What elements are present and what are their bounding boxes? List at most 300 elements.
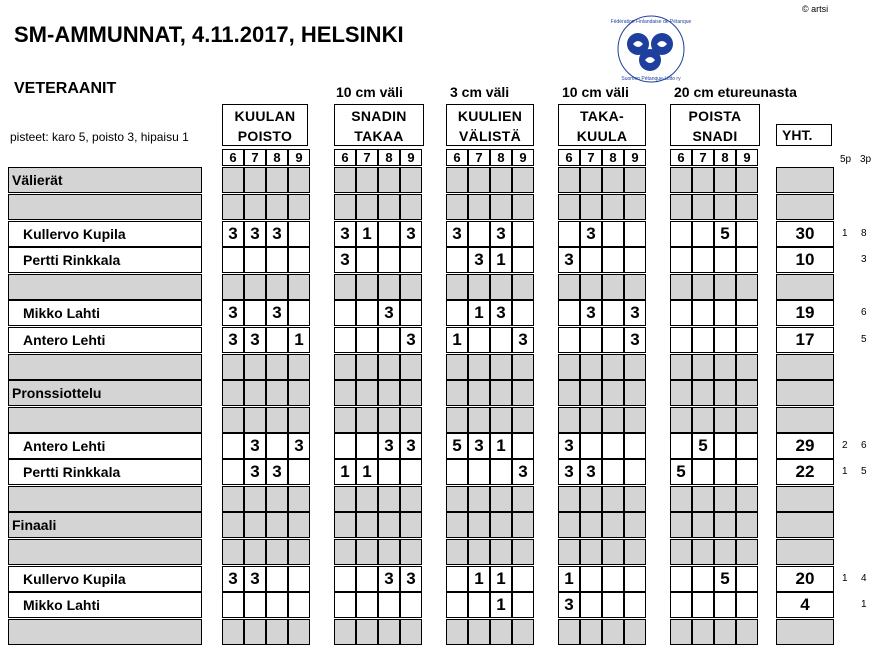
score-cell [602,274,624,300]
score-cell [400,274,422,300]
player-name [8,194,202,220]
score-cell [580,194,602,220]
score-cell [446,592,468,618]
section-title: Pronssiottelu [8,380,202,406]
score-cell [244,619,266,645]
score-cell [670,592,692,618]
score-cell [288,512,310,538]
score-cell [714,300,736,326]
distance-label-1: 10 cm väli [336,84,403,100]
three-point-count: 6 [861,307,867,318]
score-cell [378,407,400,433]
score-cell [446,300,468,326]
score-cell [670,407,692,433]
score-cell [378,327,400,353]
score-cell [288,486,310,512]
score-cell [624,486,646,512]
score-cell [400,486,422,512]
score-cell [512,194,534,220]
spacer-row [8,539,834,565]
score-cell [378,486,400,512]
score-cell [670,354,692,380]
score-cell [468,380,490,406]
score-cell [736,247,758,273]
score-cell [356,619,378,645]
score-cell: 3 [400,566,422,592]
score-cell: 1 [356,459,378,485]
score-cell: 5 [714,566,736,592]
score-cell [222,459,244,485]
score-cell [580,274,602,300]
distance-label-3: 3 cm väli [450,84,510,100]
score-cell [512,300,534,326]
score-cell [244,486,266,512]
score-cell [714,380,736,406]
score-cell [244,539,266,565]
score-cell [446,380,468,406]
score-cell [714,433,736,459]
score-cell: 3 [580,221,602,247]
table-row [8,247,834,273]
score-cell [558,486,580,512]
score-cell [288,459,310,485]
score-cell [602,247,624,273]
score-cell [490,512,512,538]
score-cell [670,512,692,538]
score-cell [400,300,422,326]
score-cell [468,407,490,433]
score-cell [714,327,736,353]
copyright-note: © artsi [802,4,829,14]
score-cell: 3 [580,300,602,326]
score-cell [580,354,602,380]
score-cell: 3 [244,221,266,247]
score-cell: 3 [624,327,646,353]
score-cell [222,619,244,645]
score-cell: 3 [244,433,266,459]
score-cell [670,486,692,512]
score-cell: 1 [288,327,310,353]
score-cell [288,407,310,433]
score-cell [356,300,378,326]
score-cell: 3 [266,221,288,247]
score-cell [512,619,534,645]
score-cell [356,512,378,538]
page-title: SM-AMMUNNAT, 4.11.2017, HELSINKI [14,22,404,47]
player-name: Antero Lehti [8,433,202,459]
score-cell [512,407,534,433]
score-cell [334,194,356,220]
score-cell [446,486,468,512]
distance-header-cell: 6 [334,149,356,166]
score-cell [356,327,378,353]
score-cell: 5 [446,433,468,459]
total-cell: 4 [776,592,834,618]
score-cell [446,619,468,645]
score-cell [736,380,758,406]
total-cell: 22 [776,459,834,485]
score-cell [580,433,602,459]
distance-header-cell: 8 [602,149,624,166]
score-cell: 3 [558,592,580,618]
score-cell [244,512,266,538]
score-cell [378,380,400,406]
score-cell [736,221,758,247]
score-cell [266,354,288,380]
score-cell: 3 [334,221,356,247]
score-cell [378,274,400,300]
score-cell [624,167,646,193]
score-cell [288,539,310,565]
score-cell [580,592,602,618]
total-cell [776,512,834,538]
score-cell [692,380,714,406]
score-cell [692,300,714,326]
score-cell: 5 [670,459,692,485]
score-cell [356,380,378,406]
score-cell [334,592,356,618]
score-cell [378,512,400,538]
score-cell [736,407,758,433]
score-cell [446,407,468,433]
score-cell: 1 [558,566,580,592]
player-name [8,274,202,300]
distance-header-cell: 7 [356,149,378,166]
score-cell [602,433,624,459]
score-cell [714,407,736,433]
score-cell [266,566,288,592]
table-row [8,592,834,618]
score-cell [692,221,714,247]
score-cell [266,327,288,353]
score-cell: 1 [356,221,378,247]
score-cell [288,566,310,592]
score-cell [602,592,624,618]
total-cell [776,619,834,645]
score-cell [446,539,468,565]
score-cell [244,592,266,618]
score-cell: 3 [222,566,244,592]
score-cell [356,194,378,220]
score-cell [602,221,624,247]
category-line-2: POISTO [237,128,293,144]
score-cell [624,539,646,565]
spacer-row [8,486,834,512]
score-cell: 3 [558,247,580,273]
score-cell [692,539,714,565]
score-cell: 3 [222,327,244,353]
score-cell: 3 [244,327,266,353]
category-takakuula [558,104,646,146]
score-cell [558,327,580,353]
score-cell [266,512,288,538]
score-cell [580,167,602,193]
section-row [8,512,834,538]
score-cell [580,247,602,273]
score-cell [400,619,422,645]
score-cell [288,167,310,193]
score-cell [378,167,400,193]
score-cell [558,354,580,380]
score-cell [736,354,758,380]
score-cell [512,566,534,592]
score-cell [490,486,512,512]
score-cell [624,407,646,433]
score-cell [580,566,602,592]
score-cell [736,167,758,193]
score-cell [670,247,692,273]
score-cell [222,486,244,512]
table-row [8,433,834,459]
score-cell [490,327,512,353]
three-point-count: 4 [861,573,867,584]
score-cell: 3 [378,300,400,326]
score-cell [334,327,356,353]
score-cell [490,619,512,645]
score-cell [266,194,288,220]
score-cell [670,167,692,193]
score-cell [736,619,758,645]
score-cell [512,486,534,512]
score-cell [714,274,736,300]
score-cell [334,380,356,406]
federation-logo [605,14,697,84]
score-cell [558,194,580,220]
three-point-count: 5 [861,466,867,477]
score-cell [400,407,422,433]
score-cell [512,167,534,193]
score-cell [334,619,356,645]
score-cell [400,354,422,380]
svg-text:Fédération Finlandaise de Péta: Fédération Finlandaise de Pétanque [610,19,692,25]
score-cell [356,486,378,512]
section-row [8,380,834,406]
score-cell [378,354,400,380]
score-cell [580,327,602,353]
distance-header-cell: 9 [400,149,422,166]
table-row [8,327,834,353]
score-cell [692,194,714,220]
score-cell [670,300,692,326]
score-cell: 1 [490,566,512,592]
score-cell [378,247,400,273]
score-cell [602,486,624,512]
score-cell: 3 [378,433,400,459]
score-cell [378,459,400,485]
score-cell [222,539,244,565]
score-cell [512,433,534,459]
player-name: Pertti Rinkkala [8,459,202,485]
player-name [8,486,202,512]
score-cell [692,327,714,353]
score-cell [266,274,288,300]
score-cell: 3 [490,300,512,326]
total-cell: 29 [776,433,834,459]
score-cell [378,221,400,247]
score-cell [670,327,692,353]
score-cell [624,194,646,220]
score-cell [512,539,534,565]
score-cell [602,459,624,485]
spacer-row [8,354,834,380]
five-point-count: 2 [842,440,848,451]
distance-label-5: 20 cm etureunasta [674,84,797,100]
category-kuulien-valista [446,104,534,146]
score-cell [266,619,288,645]
score-cell [602,354,624,380]
distance-header-cell: 8 [378,149,400,166]
score-cell [602,539,624,565]
score-cell [356,433,378,459]
score-cell [580,380,602,406]
score-cell [288,274,310,300]
score-cell [378,194,400,220]
score-cell [400,512,422,538]
score-cell [266,247,288,273]
class-title: VETERAANIT [14,80,117,97]
score-cell [714,592,736,618]
score-cell [468,221,490,247]
score-cell [446,459,468,485]
player-name [8,354,202,380]
score-cell [288,619,310,645]
distance-header-cell: 8 [714,149,736,166]
spacer-row [8,619,834,645]
score-cell [490,539,512,565]
score-cell [670,539,692,565]
score-cell [558,167,580,193]
total-cell [776,486,834,512]
player-name [8,539,202,565]
score-cell [714,459,736,485]
score-cell [446,194,468,220]
score-cell [446,247,468,273]
total-cell [776,167,834,193]
score-cell [736,194,758,220]
score-cell [244,167,266,193]
score-cell [602,512,624,538]
score-cell [222,433,244,459]
distance-header-cell: 6 [670,149,692,166]
total-cell [776,194,834,220]
svg-text:Suomen Pétanque-Liitto ry: Suomen Pétanque-Liitto ry [621,76,681,82]
category-line-1: SNADIN [351,108,407,124]
score-cell [602,566,624,592]
score-cell [244,194,266,220]
distance-header-cell: 9 [624,149,646,166]
score-cell [692,566,714,592]
score-cell [692,247,714,273]
category-line-1: POISTA [688,108,742,124]
score-cell [692,619,714,645]
score-cell [580,512,602,538]
score-cell [446,566,468,592]
score-cell [736,459,758,485]
total-cell: 17 [776,327,834,353]
score-cell [692,274,714,300]
distance-header-cell: 8 [490,149,512,166]
category-line-1: KUULAN [234,108,296,124]
score-cell [736,327,758,353]
score-cell [334,274,356,300]
player-name [8,407,202,433]
score-cell [558,221,580,247]
score-cell [468,486,490,512]
score-cell: 3 [400,433,422,459]
distance-header-cell: 9 [288,149,310,166]
total-header: YHT. [776,124,832,146]
distance-header-cell: 6 [558,149,580,166]
distance-header-cell: 9 [512,149,534,166]
score-cell [356,592,378,618]
score-cell [692,354,714,380]
score-cell [624,512,646,538]
score-cell [624,247,646,273]
score-cell [692,512,714,538]
score-cell [602,407,624,433]
score-cell [692,592,714,618]
score-cell [736,592,758,618]
score-cell [356,247,378,273]
score-cell [244,247,266,273]
score-cell: 1 [490,592,512,618]
score-cell [490,274,512,300]
score-cell [714,539,736,565]
category-line-2: SNADI [692,128,738,144]
score-cell: 5 [692,433,714,459]
score-cell [624,459,646,485]
score-cell [736,433,758,459]
score-cell [624,592,646,618]
category-line-2: VÄLISTÄ [459,128,521,144]
score-cell: 3 [244,459,266,485]
score-cell [334,167,356,193]
score-cell: 3 [446,221,468,247]
score-cell [624,354,646,380]
score-cell: 3 [512,327,534,353]
spacer-row [8,274,834,300]
spacer-row [8,407,834,433]
score-cell [670,566,692,592]
score-cell [512,221,534,247]
distance-label-4: 10 cm väli [562,84,629,100]
score-cell [670,194,692,220]
player-name [8,619,202,645]
score-cell [602,619,624,645]
score-cell [334,407,356,433]
category-snadin-takaa [334,104,424,146]
score-cell [288,592,310,618]
score-cell [468,274,490,300]
table-row [8,459,834,485]
section-title: Finaali [8,512,202,538]
score-cell [244,380,266,406]
score-cell [602,380,624,406]
score-cell: 3 [468,247,490,273]
distance-header-cell: 8 [266,149,288,166]
distance-header-cell: 6 [446,149,468,166]
score-cell [400,167,422,193]
score-cell [558,539,580,565]
five-point-header: 5p [840,154,852,165]
three-point-count: 1 [861,599,867,610]
score-cell: 1 [468,300,490,326]
score-cell [670,221,692,247]
score-cell [468,539,490,565]
score-cell: 3 [558,459,580,485]
score-cell [580,539,602,565]
score-cell [624,221,646,247]
